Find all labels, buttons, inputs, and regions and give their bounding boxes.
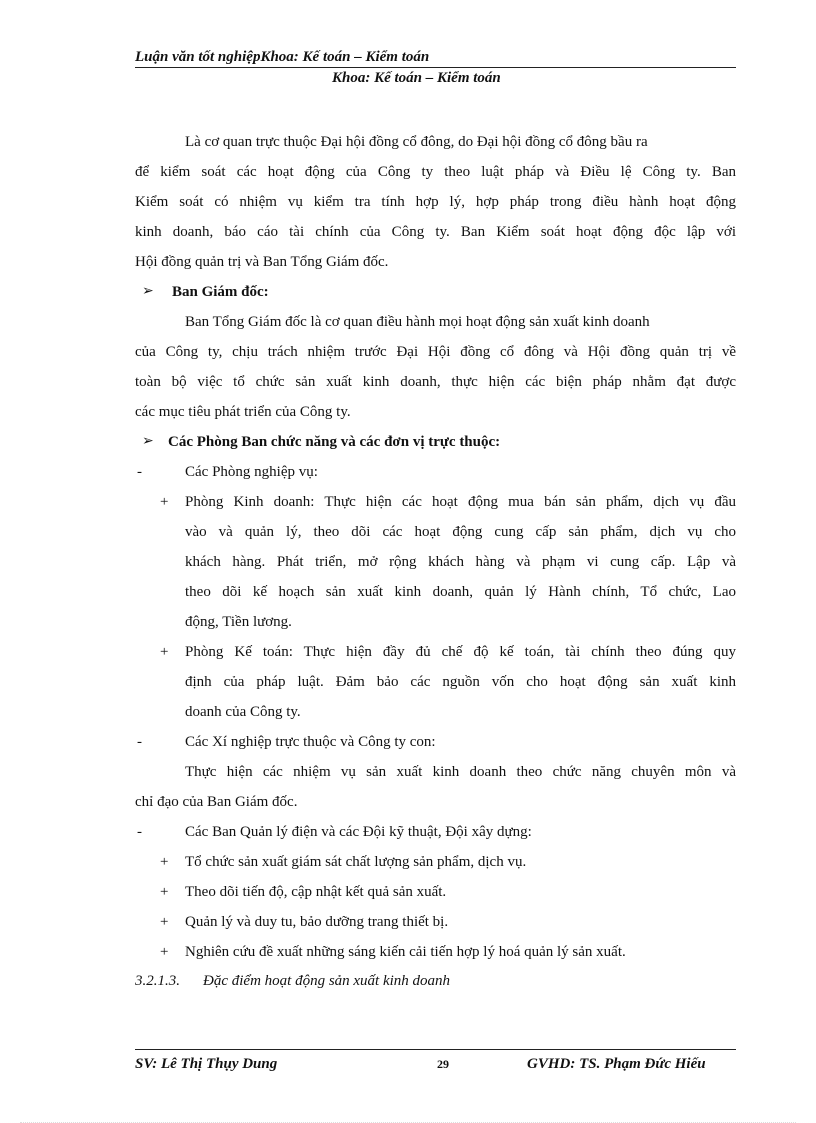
- plus-bullet: +: [160, 884, 169, 900]
- footer-student: SV: Lê Thị Thụy Dung: [135, 1056, 278, 1072]
- bullet-arrow-icon: ➢: [142, 284, 154, 299]
- paragraph-line: kinh doanh, báo cáo tài chính của Công ty. Ban Kiểm soát hoạt động độc lập với: [135, 224, 736, 240]
- dash-bullet: -: [137, 734, 142, 750]
- plus-bullet: +: [160, 494, 169, 510]
- dash-bullet: -: [137, 464, 142, 480]
- list-item: Các Ban Quản lý điện và các Đội kỹ thuật, Đội xây dựng:: [185, 824, 532, 840]
- plus-bullet: +: [160, 944, 169, 960]
- section-heading: Các Phòng Ban chức năng và các đơn vị trực thuộc:: [168, 434, 501, 450]
- list-item: Tổ chức sản xuất giám sát chất lượng sản phẩm, dịch vụ.: [185, 854, 527, 870]
- list-item-line: Phòng Kinh doanh: Thực hiện các hoạt động mua bán sản phẩm, dịch vụ đầu: [185, 494, 736, 510]
- section-number: 3.2.1.3.: [135, 973, 180, 989]
- list-item-line: khách hàng. Phát triển, mở rộng khách hàng và phạm vi cung cấp. Lập và: [185, 554, 736, 570]
- paragraph-line: của Công ty, chịu trách nhiệm trước Đại Hội đồng cổ đông và Hội đồng quản trị về: [135, 344, 736, 360]
- paragraph-line: Là cơ quan trực thuộc Đại hội đồng cổ đông, do Đại hội đồng cổ đông bầu ra: [185, 134, 648, 150]
- list-item-line: theo dõi kế hoạch sản xuất kinh doanh, quản lý Hành chính, Tổ chức, Lao: [185, 584, 736, 600]
- paragraph-line: toàn bộ việc tổ chức sản xuất kinh doanh, thực hiện các biện pháp nhằm đạt được: [135, 374, 736, 390]
- footer-advisor: GVHD: TS. Phạm Đức Hiếu: [527, 1056, 706, 1072]
- list-item: Theo dõi tiến độ, cập nhật kết quả sản xuất.: [185, 884, 447, 900]
- paragraph-line: để kiểm soát các hoạt động của Công ty theo luật pháp và Điều lệ Công ty. Ban: [135, 164, 736, 180]
- list-item: Các Phòng nghiệp vụ:: [185, 464, 318, 480]
- paragraph-line: Hội đồng quản trị và Ban Tổng Giám đốc.: [135, 254, 389, 270]
- footer-rule: [135, 1049, 736, 1050]
- header-rule: [135, 67, 736, 68]
- list-item-line: doanh của Công ty.: [185, 704, 301, 720]
- section-heading: Ban Giám đốc:: [172, 284, 269, 300]
- list-item: Nghiên cứu đề xuất những sáng kiến cải tiến hợp lý hoá quản lý sản xuất.: [185, 944, 626, 960]
- page-number: 29: [437, 1057, 449, 1071]
- paragraph-line: chỉ đạo của Ban Giám đốc.: [135, 794, 298, 810]
- paragraph-line: Thực hiện các nhiệm vụ sản xuất kinh doanh theo chức năng chuyên môn và: [185, 764, 736, 780]
- plus-bullet: +: [160, 854, 169, 870]
- plus-bullet: +: [160, 914, 169, 930]
- list-item-line: Phòng Kế toán: Thực hiện đầy đủ chế độ kế toán, tài chính theo đúng quy: [185, 644, 736, 660]
- dash-bullet: -: [137, 824, 142, 840]
- header-department: Khoa: Kế toán – Kiểm toán: [332, 70, 501, 86]
- list-item-line: định của pháp luật. Đảm bảo các nguồn vốn cho hoạt động sản xuất kinh: [185, 674, 736, 690]
- list-item-line: vào và quản lý, theo dõi các hoạt động cung cấp sản phẩm, dịch vụ cho: [185, 524, 736, 540]
- paragraph-line: các mục tiêu phát triển của Công ty.: [135, 404, 351, 420]
- paragraph-line: Ban Tổng Giám đốc là cơ quan điều hành mọi hoạt động sản xuất kinh doanh: [185, 314, 650, 330]
- header-title: Luận văn tốt nghiệpKhoa: Kế toán – Kiểm toán: [135, 49, 430, 65]
- list-item: Quản lý và duy tu, bảo dưỡng trang thiết bị.: [185, 914, 449, 930]
- plus-bullet: +: [160, 644, 169, 660]
- section-title: Đặc điểm hoạt động sản xuất kinh doanh: [203, 973, 451, 989]
- bullet-arrow-icon: ➢: [142, 434, 154, 449]
- paragraph-line: Kiểm soát có nhiệm vụ kiểm tra tính hợp lý, hợp pháp trong điều hành hoạt động: [135, 194, 736, 210]
- list-item: Các Xí nghiệp trực thuộc và Công ty con:: [185, 734, 436, 750]
- list-item-line: động, Tiền lương.: [185, 614, 292, 630]
